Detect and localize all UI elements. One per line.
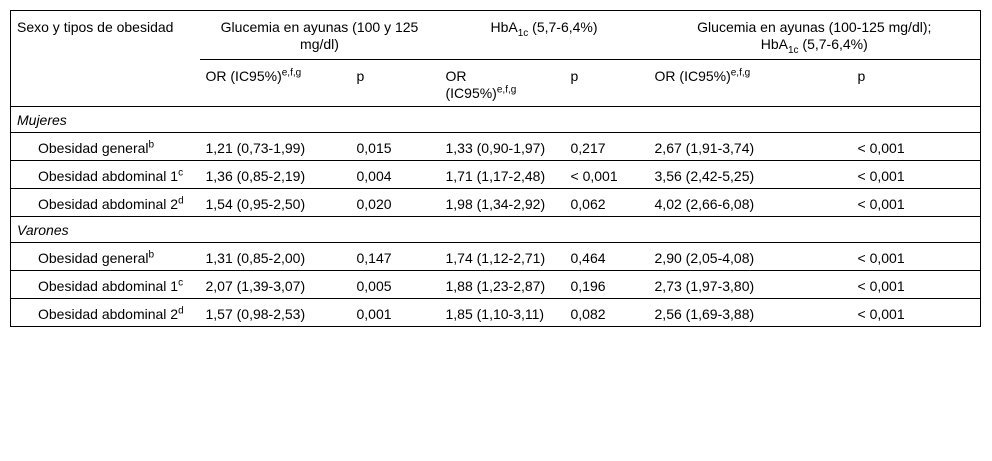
header-p-1: p xyxy=(351,60,440,107)
row-label: Obesidad abdominal 2$^d$ xyxy=(11,189,200,217)
header-or-2: OR $(IC95\%)^{e,f,g}$ xyxy=(440,60,565,107)
header-glucemia-ayunas: Glucemia en ayunas (100 y 125 mg/dl) xyxy=(200,11,440,60)
cell-p2: 0,464 xyxy=(565,243,649,271)
row-label: Obesidad general$^b$ xyxy=(11,243,200,271)
cell-p2: 0,082 xyxy=(565,299,649,327)
header-row-1 xyxy=(11,11,981,60)
header-or-3: OR $(IC95\%)^{e,f,g}$ xyxy=(649,60,852,107)
header-p-3: p xyxy=(852,60,981,107)
row-label: Obesidad abdominal 1$^c$ xyxy=(11,271,200,299)
cell-p1: 0,001 xyxy=(351,299,440,327)
cell-or2: 1,85 (1,10-3,11) xyxy=(440,299,565,327)
cell-p3: < 0,001 xyxy=(852,189,981,217)
cell-p3: < 0,001 xyxy=(852,161,981,189)
row-label: Obesidad abdominal 2$^d$ xyxy=(11,299,200,327)
cell-or2: 1,74 (1,12-2,71) xyxy=(440,243,565,271)
cell-or2: 1,33 (0,90-1,97) xyxy=(440,133,565,161)
group-row xyxy=(11,217,981,243)
table-row xyxy=(11,299,981,327)
header-p-2: p xyxy=(565,60,649,107)
header-hba1c: HbA$_{1c}$ (5,7-6,4%) xyxy=(440,11,649,60)
group-row xyxy=(11,107,981,133)
cell-p2: 0,217 xyxy=(565,133,649,161)
cell-or3: 2,73 (1,97-3,80) xyxy=(649,271,852,299)
cell-or2: 1,88 (1,23-2,87) xyxy=(440,271,565,299)
row-label: Obesidad general$^b$ xyxy=(11,133,200,161)
row-label: Obesidad abdominal 1$^c$ xyxy=(11,161,200,189)
cell-p1: 0,147 xyxy=(351,243,440,271)
cell-p2: 0,062 xyxy=(565,189,649,217)
cell-p1: 0,020 xyxy=(351,189,440,217)
cell-or1: 1,31 (0,85-2,00) xyxy=(200,243,351,271)
cell-p2: 0,196 xyxy=(565,271,649,299)
cell-p3: < 0,001 xyxy=(852,299,981,327)
cell-or3: 3,56 (2,42-5,25) xyxy=(649,161,852,189)
table-body xyxy=(11,107,981,327)
cell-or3: 4,02 (2,66-6,08) xyxy=(649,189,852,217)
cell-p3: < 0,001 xyxy=(852,133,981,161)
group-label: Mujeres xyxy=(11,107,981,133)
cell-p1: 0,005 xyxy=(351,271,440,299)
results-table xyxy=(10,10,981,327)
header-glucemia-hba1c: Glucemia en ayunas (100-125 mg/dl); HbA$_{1c}$ (5,7-6,4%) xyxy=(649,11,981,60)
cell-p3: < 0,001 xyxy=(852,271,981,299)
group-label: Varones xyxy=(11,217,981,243)
cell-or1: 1,21 (0,73-1,99) xyxy=(200,133,351,161)
cell-or3: 2,67 (1,91-3,74) xyxy=(649,133,852,161)
header-or-1: OR $(IC95\%)^{e,f,g}$ xyxy=(200,60,351,107)
cell-or1: 1,36 (0,85-2,19) xyxy=(200,161,351,189)
cell-p1: 0,015 xyxy=(351,133,440,161)
cell-p3: < 0,001 xyxy=(852,243,981,271)
cell-or1: 1,54 (0,95-2,50) xyxy=(200,189,351,217)
table-row xyxy=(11,133,981,161)
table-row xyxy=(11,161,981,189)
cell-or1: 1,57 (0,98-2,53) xyxy=(200,299,351,327)
cell-or1: 2,07 (1,39-3,07) xyxy=(200,271,351,299)
cell-p2: < 0,001 xyxy=(565,161,649,189)
cell-or3: 2,56 (1,69-3,88) xyxy=(649,299,852,327)
cell-p1: 0,004 xyxy=(351,161,440,189)
header-sexo-tipos: Sexo y tipos de obesidad xyxy=(11,11,200,107)
cell-or2: 1,71 (1,17-2,48) xyxy=(440,161,565,189)
cell-or2: 1,98 (1,34-2,92) xyxy=(440,189,565,217)
table-row xyxy=(11,243,981,271)
table-row xyxy=(11,189,981,217)
table-row xyxy=(11,271,981,299)
cell-or3: 2,90 (2,05-4,08) xyxy=(649,243,852,271)
